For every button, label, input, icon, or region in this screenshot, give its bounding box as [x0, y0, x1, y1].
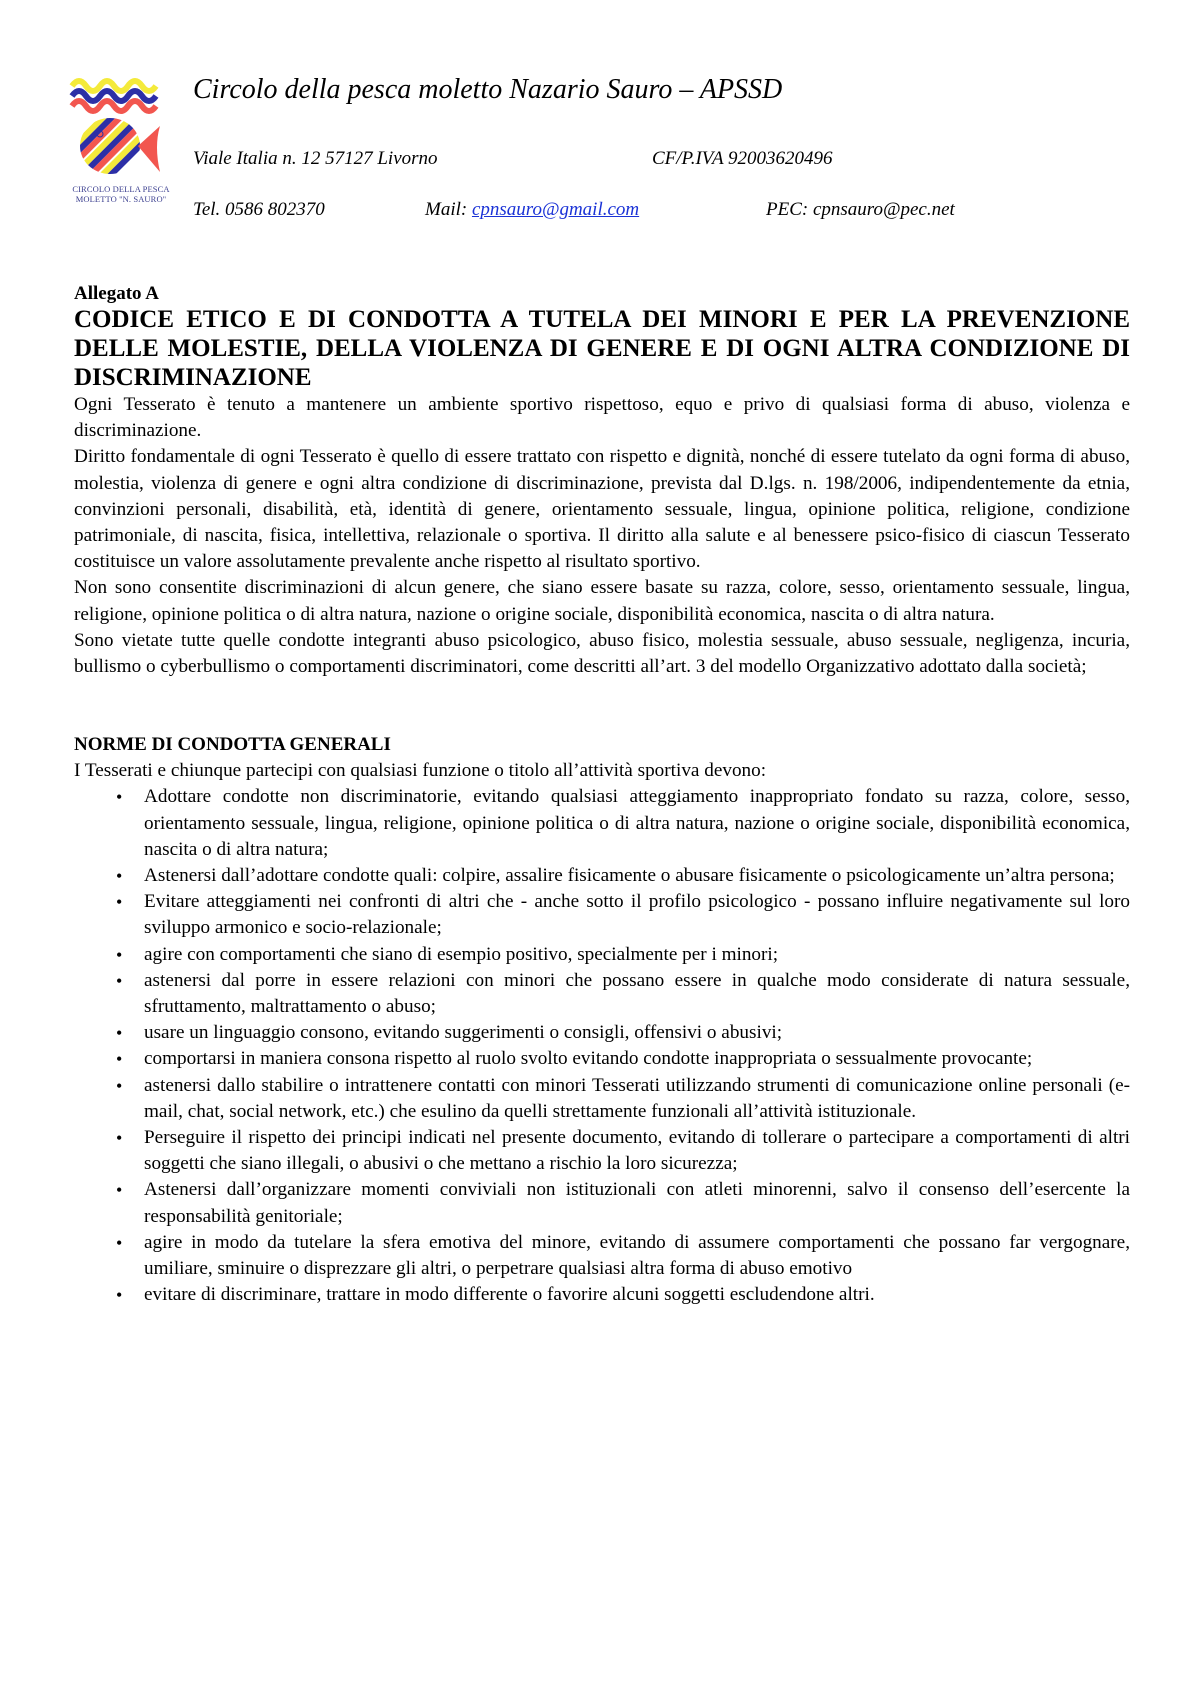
spacer: [74, 680, 1130, 732]
document-body: [74, 283, 1130, 1309]
bullet-icon: •: [116, 866, 123, 887]
list-item: • Evitare atteggiamenti nei confronti di altri che - anche sotto il profilo psicologico - possano influire negativamente sul loro sviluppo armonico e socio-relazionale;: [116, 891, 1130, 939]
bullet-icon: •: [116, 1128, 123, 1149]
bullet-icon: •: [116, 1023, 123, 1044]
bullet-icon: •: [116, 944, 123, 965]
pec-contact: PEC: cpnsauro@pec.net: [766, 199, 955, 220]
bullet-icon: •: [116, 787, 123, 808]
email-label: Mail:: [425, 199, 472, 220]
paragraph: Diritto fondamentale di ogni Tesserato è quello di essere trattato con rispetto e dignità, nonché di essere tutelato da ogni forma di abuso, molestia, violenza di genere e ogni altra condizione di discriminazione, prevista dal D.lgs. n. 198/2006, indipendentemente da etnia, convinzioni personali, disabilità, età, identità di genere, orientamento sessuale, lingua, opinione politica, religione, condizione patrimoniale, di nascita, fisica, intellettiva, relazionale o sportiva. Il diritto alla salute e al benessere psico-fisico di ciascun Tesserato costituisce un valore assolutamente prevalente anche rispetto al risultato sportivo.: [74, 446, 1130, 573]
email-link[interactable]: cpnsauro@gmail.com: [471, 199, 640, 220]
list-item: • Perseguire il rispetto dei principi indicati nel presente documento, evitando di tollerare o partecipare a comportamenti di altri soggetti che siano illegali, o abusivi o che mettano a rischio la loro sicurezza;: [116, 1127, 1130, 1175]
conduct-rules-list: [74, 784, 1130, 1308]
telephone: Tel. 0586 802370: [193, 199, 325, 220]
organization-title: Circolo della pesca moletto Nazario Sauro – APSSD: [193, 74, 783, 105]
paragraph: Non sono consentite discriminazioni di alcun genere, che siano essere basate su razza, colore, sesso, orientamento sessuale, lingua, religione, opinione politica o di altra natura, nazione o origine sociale, disponibilità economica, nascita o di altra natura.: [74, 577, 1130, 625]
paragraph: Sono vietate tutte quelle condotte integranti abuso psicologico, abuso fisico, molestia sessuale, abuso sessuale, negligenza, incuria, bullismo o cyberbullismo o comportamenti discriminatori, come descritti all’art. 3 del modello Organizzativo adottato dalla società;: [74, 629, 1130, 678]
list-item: • agire con comportamenti che siano di esempio positivo, specialmente per i minori;: [74, 942, 1130, 968]
paragraph: Ogni Tesserato è tenuto a mantenere un ambiente sportivo rispettoso, equo e privo di qualsiasi forma di abuso, violenza e discriminazione.: [74, 394, 1130, 442]
address: Viale Italia n. 12 57127 Livorno: [193, 148, 438, 169]
list-item: • astenersi dallo stabilire o intrattenere contatti con minori Tesserati utilizzando strumenti di comunicazione online personali (e-mail, chat, social network, etc.) che esulino da quelli strettamente funzionali all’attività istituzionale.: [116, 1074, 1130, 1122]
list-item: • comportarsi in maniera consona rispetto al ruolo svolto evitando condotte inappropriata o sessualmente provocante;: [74, 1046, 1130, 1072]
logo-caption: CIRCOLO DELLA PESCA MOLETTO "N. SAURO": [72, 184, 170, 204]
list-item: • Adottare condotte non discriminatorie, evitando qualsiasi atteggiamento inappropriato fondato su razza, colore, sesso, orientamento sessuale, lingua, religione, opinione politica o di altra natura, nazione o origine sociale, disponibilità economica, nascita o di altra natura;: [116, 786, 1130, 860]
bullet-icon: •: [116, 1180, 123, 1201]
section-title: NORME DI CONDOTTA GENERALI: [74, 734, 391, 756]
bullet-icon: •: [116, 1232, 123, 1253]
list-item: • Astenersi dall’adottare condotte quali: colpire, assalire fisicamente o abusare fisicamente o psicologicamente un’altra persona;: [74, 863, 1130, 889]
fish-logo-icon: [66, 72, 176, 182]
club-logo: [66, 72, 176, 222]
list-item: • agire in modo da tutelare la sfera emotiva del minore, evitando di assumere comportamenti che possano far vergognare, umiliare, sminuire o disprezzare gli altri, o perpetrare qualsiasi altra forma di abuso emotivo: [116, 1231, 1130, 1280]
bullet-icon: •: [116, 970, 123, 991]
document-title: CODICE ETICO E DI CONDOTTA A TUTELA DEI MINORI E PER LA PREVENZIONE DELLE MOLESTIE, DELLA VIOLENZA DI GENERE E DI OGNI ALTRA CONDIZIONE DI DISCRIMINAZIONE: [74, 306, 1130, 391]
bullet-icon: •: [116, 1049, 123, 1070]
list-item: • evitare di discriminare, trattare in modo differente o favorire alcuni soggetti escludendone altri.: [74, 1282, 1130, 1308]
section-intro: I Tesserati e chiunque partecipi con qualsiasi funzione o titolo all’attività sportiva devono:: [74, 760, 767, 782]
list-item: • Astenersi dall’organizzare momenti conviviali non istituzionali con atleti minorenni, salvo il consenso dell’esercente la responsabilità genitoriale;: [116, 1179, 1130, 1227]
bullet-icon: •: [116, 1285, 123, 1306]
list-item: • astenersi dal porre in essere relazioni con minori che possano essere in qualche modo considerate di natura sessuale, sfruttamento, maltrattamento o abuso;: [116, 969, 1130, 1018]
vat-number: CF/P.IVA 92003620496: [652, 148, 833, 169]
annex-label: Allegato A: [74, 283, 159, 304]
bullet-icon: •: [116, 892, 123, 913]
bullet-icon: •: [116, 1075, 123, 1096]
list-item: • usare un linguaggio consono, evitando suggerimenti o consigli, offensivi o abusivi;: [74, 1020, 1130, 1046]
email-contact: [425, 199, 639, 221]
